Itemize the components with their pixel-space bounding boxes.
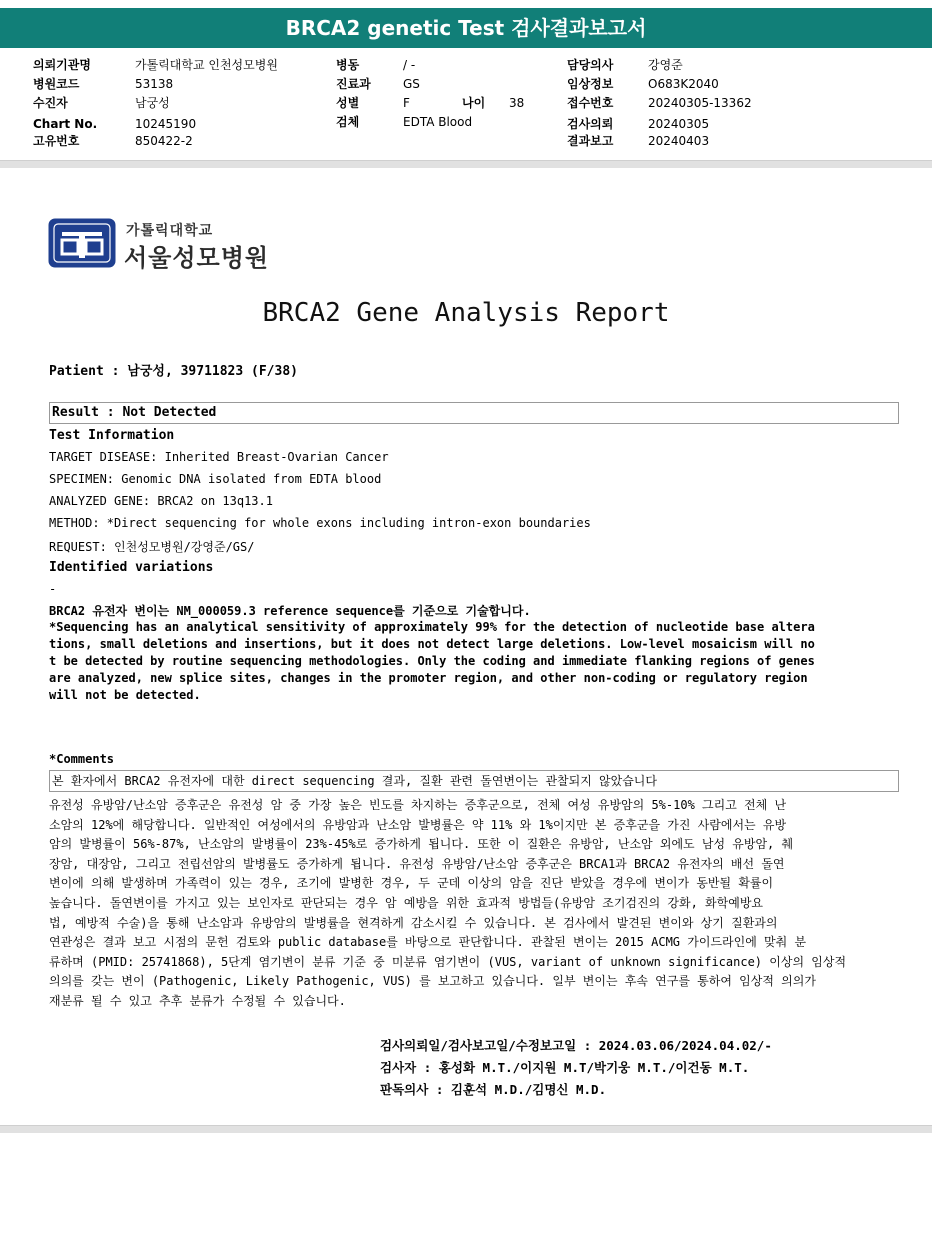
sensitivity-line: are analyzed, new splice sites, changes in the promoter region, and other non-coding or regulatory region: [49, 671, 808, 685]
col3-value: 강영준: [648, 58, 683, 72]
target-disease: TARGET DISEASE: Inherited Breast-Ovarian Cancer: [49, 450, 389, 464]
col1-label: 수진자: [33, 96, 68, 110]
col3-label: 검사의뢰: [567, 117, 614, 131]
report-title-bar: BRCA2 genetic Test 검사결과보고서: [0, 8, 932, 48]
logo-hospital-name: 서울성모병원: [124, 244, 270, 272]
col3-value: 20240305: [648, 117, 710, 131]
logo-university-name: 가톨릭대학교: [126, 223, 214, 239]
col2-label: 검체: [336, 115, 360, 129]
comment-line: 암의 발병률이 56%-87%, 난소암의 발병률이 23%-45%로 증가하게 됩니다. 또한 이 질환은 유방암, 난소암 외에도 남성 유방암, 췌: [49, 837, 794, 852]
report-main-title: BRCA2 Gene Analysis Report: [262, 298, 670, 328]
test-information-heading: Test Information: [49, 428, 175, 443]
col3-value: O683K2040: [648, 77, 719, 91]
col1-label: 병원코드: [33, 77, 80, 91]
sensitivity-line: *Sequencing has an analytical sensitivity of approximately 99% for the detection of nucleotide base altera: [49, 620, 815, 634]
comment-body: [49, 796, 909, 1012]
col3-label: 임상정보: [567, 77, 614, 91]
col3-value: 20240305-13362: [648, 96, 752, 110]
col2-value: F: [403, 96, 410, 110]
sensitivity-line: will not be detected.: [49, 688, 201, 702]
comment-line: 연관성은 결과 보고 시점의 문헌 검토와 public database를 바탕으로 판단합니다. 관찰된 변이는 2015 ACMG 가이드라인에 맞춰 분: [49, 935, 807, 950]
col3-label: 담당의사: [567, 58, 614, 72]
age-value: 38: [509, 96, 525, 110]
age-label: 나이: [462, 96, 486, 110]
sensitivity-disclaimer: [49, 619, 909, 704]
footer-physicians: 판독의사 : 김훈석 M.D./김명신 M.D.: [380, 1082, 607, 1097]
col1-value: 가톨릭대학교 인천성모병원: [135, 58, 278, 72]
comment-line: 유전성 유방암/난소암 증후군은 유전성 암 중 가장 높은 빈도를 차지하는 증후군으로, 전체 여성 유방암의 5%-10% 그리고 전체 난: [49, 798, 787, 812]
comments-heading: *Comments: [49, 752, 115, 766]
footer-technicians: 검사자 : 홍성화 M.T./이지원 M.T/박기웅 M.T./이건동 M.T.: [380, 1060, 750, 1075]
col2-value: EDTA Blood: [403, 115, 473, 129]
result-box: Result : Not Detected: [49, 402, 899, 424]
hospital-emblem-icon: [48, 218, 116, 272]
identified-variations-value: -: [49, 582, 57, 596]
footer-dates: 검사의뢰일/검사보고일/수정보고일 : 2024.03.06/2024.04.02/-: [380, 1038, 772, 1053]
col1-label: 고유번호: [33, 134, 80, 148]
analyzed-gene: ANALYZED GENE: BRCA2 on 13q13.1: [49, 494, 273, 508]
col1-value: 53138: [135, 77, 174, 91]
col3-label: 접수번호: [567, 96, 614, 110]
col3-value: 20240403: [648, 134, 710, 148]
header-separator: [0, 160, 932, 168]
comment-line: 높습니다. 돌연변이를 가지고 있는 보인자로 판단되는 경우 암 예방을 위한 효과적 방법들(유방암 조기검진의 강화, 화학예방요: [49, 895, 764, 910]
col1-label: 의뢰기관명: [33, 58, 91, 72]
reference-note: BRCA2 유전자 변이는 NM_000059.3 reference sequence를 기준으로 기술합니다.: [49, 604, 531, 618]
comment-line: 변이에 의해 발생하며 가족력이 있는 경우, 조기에 발병한 경우, 두 군데 이상의 암을 진단 받았을 경우에 변이가 동반될 확률이: [49, 876, 774, 891]
col2-label: 성별: [336, 96, 360, 110]
col1-label: Chart No.: [33, 117, 98, 131]
col1-value: 남궁성: [135, 96, 170, 110]
comment-summary-box: 본 환자에서 BRCA2 유전자에 대한 direct sequencing 결과, 질환 관련 돌연변이는 관찰되지 않았습니다: [49, 770, 899, 792]
col2-label: 병동: [336, 58, 360, 72]
comment-line: 의의를 갖는 변이 (Pathogenic, Likely Pathogenic, VUS) 를 보고하고 있습니다. 일부 변이는 후속 연구를 통하여 임상적 의의가: [49, 974, 816, 989]
comment-line: 재분류 될 수 있고 추후 분류가 수정될 수 있습니다.: [49, 993, 346, 1008]
sensitivity-line: tions, small deletions and insertions, but it does not detect large deletions. Low-level mosaicism will no: [49, 637, 815, 651]
col1-value: 10245190: [135, 117, 197, 131]
method: METHOD: *Direct sequencing for whole exons including intron-exon boundaries: [49, 516, 591, 530]
identified-variations-heading: Identified variations: [49, 560, 214, 575]
request: REQUEST: 인천성모병원/강영준/GS/: [49, 540, 255, 554]
comment-line: 류하며 (PMID: 25741868), 5단계 염기변이 분류 기준 중 미분류 염기변이 (VUS, variant of unknown significance) 이상의 임상적: [49, 954, 847, 969]
patient-line: Patient : 남궁성, 39711823 (F/38): [49, 364, 298, 379]
col2-value: / -: [403, 58, 416, 72]
comment-line: 법, 예방적 수술)을 통해 난소암과 유방암의 발병률을 현격하게 감소시킬 수 있습니다. 본 검사에서 발견된 변이와 상기 질환과의: [49, 915, 778, 930]
sensitivity-line: t be detected by routine sequencing methodologies. Only the coding and immediate flanking regions of genes: [49, 654, 815, 668]
comment-line: 장암, 대장암, 그리고 전립선암의 발병률도 증가하게 됩니다. 유전성 유방암/난소암 증후군은 BRCA1과 BRCA2 유전자의 배선 돌연: [49, 856, 785, 871]
col2-label: 진료과: [336, 77, 371, 91]
specimen: SPECIMEN: Genomic DNA isolated from EDTA blood: [49, 472, 382, 486]
col1-value: 850422-2: [135, 134, 193, 148]
col3-label: 결과보고: [567, 134, 614, 148]
col2-value: GS: [403, 77, 420, 91]
comment-line: 소암의 12%에 해당합니다. 일반적인 여성에서의 유방암과 난소암 발병률은 약 11% 와 1%이지만 본 증후군을 가진 사람에서는 유방: [49, 817, 787, 832]
footer-separator: [0, 1125, 932, 1133]
